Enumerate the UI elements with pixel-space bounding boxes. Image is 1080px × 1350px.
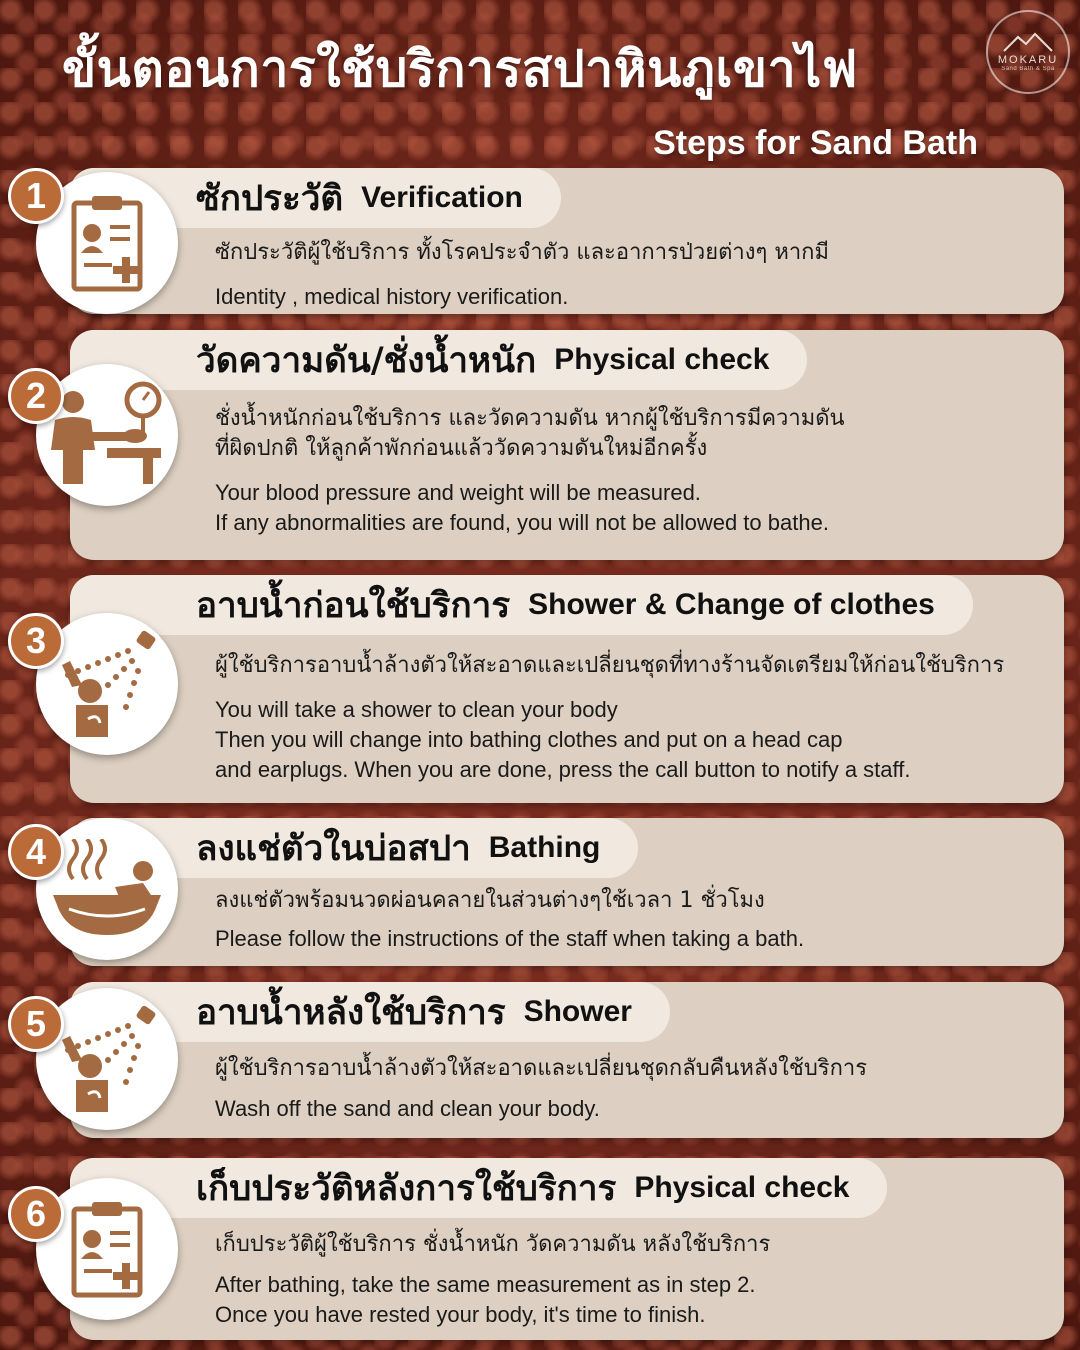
step-description: [215, 1054, 1050, 1124]
step-title-en: Verification: [361, 181, 523, 214]
page-subtitle: Steps for Sand Bath: [653, 124, 978, 162]
step-4: [0, 818, 1080, 966]
step-description: [215, 886, 1050, 954]
step-text-en: If any abnormalities are found, you will not be allowed to bathe.: [215, 510, 829, 535]
page-title: ขั้นตอนการใช้บริการสปาหินภูเขาไฟ: [62, 40, 858, 98]
step-text-th: ที่ผิดปกติ ให้ลูกค้าพักก่อนแล้ววัดความดันใหม่อีกครั้ง: [215, 436, 708, 461]
step-description: [215, 651, 1050, 785]
step-number-badge: 1: [8, 168, 64, 224]
step-title-th: วัดความดัน/ชั่งน้ำหนัก: [196, 340, 537, 381]
step-text-en: Identity , medical history verification.: [215, 284, 569, 309]
step-text-en: Once you have rested your body, it's time to finish.: [215, 1302, 706, 1327]
step-description: [215, 404, 1050, 538]
step-number-badge: 3: [8, 613, 64, 669]
mountain-icon: [1002, 32, 1054, 52]
step-1: [0, 168, 1080, 314]
step-title-th: อาบน้ำหลังใช้บริการ: [196, 992, 506, 1033]
step-title-en: Physical check: [634, 1171, 850, 1204]
step-description: [215, 238, 1050, 312]
step-text-th: ลงแช่ตัวพร้อมนวดผ่อนคลายในส่วนต่างๆใช้เวลา 1 ชั่วโมง: [215, 888, 765, 913]
step-text-th: ผู้ใช้บริการอาบน้ำล้างตัวให้สะอาดและเปลี่ยนชุดกลับคืนหลังใช้บริการ: [215, 1056, 868, 1081]
step-text-en: Your blood pressure and weight will be measured.: [215, 480, 701, 505]
step-header: [70, 575, 973, 635]
step-3: [0, 575, 1080, 803]
step-title-th: อาบน้ำก่อนใช้บริการ: [196, 585, 511, 626]
step-text-en: You will take a shower to clean your body: [215, 697, 618, 722]
brand-logo: [986, 10, 1070, 94]
step-title-th: เก็บประวัติหลังการใช้บริการ: [196, 1168, 617, 1209]
step-text-en: Please follow the instructions of the staff when taking a bath.: [215, 926, 805, 951]
step-number-badge: 6: [8, 1186, 64, 1242]
step-title-en: Bathing: [488, 831, 601, 864]
step-number-badge: 4: [8, 824, 64, 880]
step-text-th: เก็บประวัติผู้ใช้บริการ ชั่งน้ำหนัก วัดความดัน หลังใช้บริการ: [215, 1232, 771, 1257]
step-text-th: ผู้ใช้บริการอาบน้ำล้างตัวให้สะอาดและเปลี่ยนชุดที่ทางร้านจัดเตรียมให้ก่อนใช้บริการ: [215, 653, 1005, 678]
step-title-th: ซักประวัติ: [196, 178, 344, 219]
step-title-en: Physical check: [554, 343, 770, 376]
logo-tagline: Sand Bath & Spa: [1001, 66, 1055, 72]
step-2: [0, 330, 1080, 560]
logo-name: MOKARU: [997, 54, 1059, 66]
step-text-th: ซักประวัติผู้ใช้บริการ ทั้งโรคประจำตัว และอาการป่วยต่างๆ หากมี: [215, 240, 830, 265]
step-text-th: ชั่งน้ำหนักก่อนใช้บริการ และวัดความดัน หากผู้ใช้บริการมีความดัน: [215, 406, 845, 431]
step-number-badge: 5: [8, 996, 64, 1052]
step-header: [70, 1158, 887, 1218]
step-title-en: Shower & Change of clothes: [528, 588, 935, 621]
step-title-th: ลงแช่ตัวในบ่อสปา: [196, 828, 471, 869]
step-title-en: Shower: [523, 995, 632, 1028]
step-header: [70, 330, 807, 390]
step-text-en: Then you will change into bathing clothes and put on a head cap: [215, 727, 843, 752]
step-text-en: and earplugs. When you are done, press the call button to notify a staff.: [215, 757, 911, 782]
step-6: [0, 1158, 1080, 1340]
step-description: [215, 1230, 1050, 1330]
step-text-en: Wash off the sand and clean your body.: [215, 1096, 600, 1121]
step-text-en: After bathing, take the same measurement as in step 2.: [215, 1272, 756, 1297]
step-number-badge: 2: [8, 368, 64, 424]
step-5: [0, 982, 1080, 1138]
